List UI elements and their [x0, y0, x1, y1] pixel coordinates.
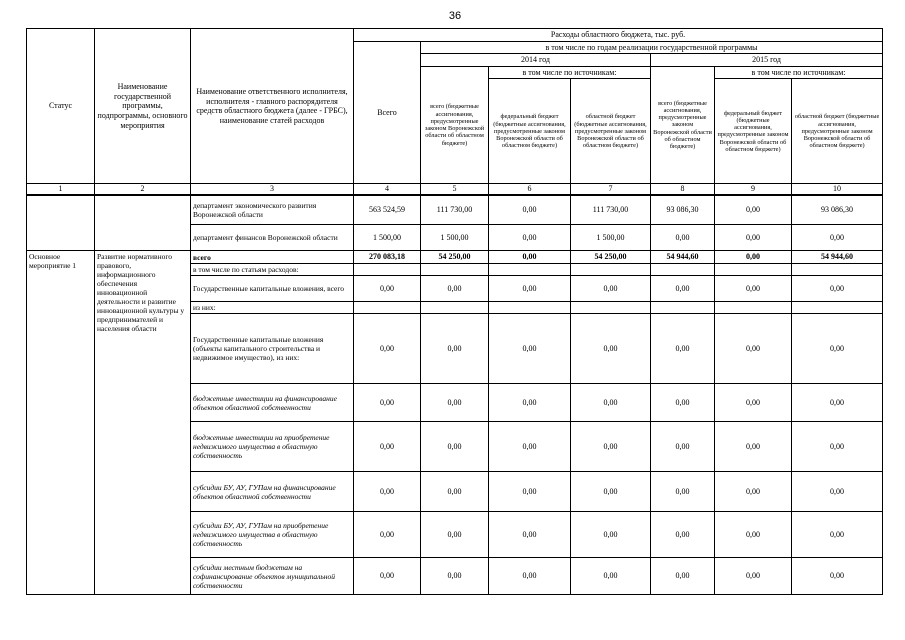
value-cell: 93 086,30	[651, 195, 715, 225]
value-cell: 0,00	[715, 472, 792, 512]
column-number: 3	[191, 184, 354, 195]
value-cell: 0,00	[489, 422, 571, 472]
value-cell: 0,00	[489, 314, 571, 384]
header-federal-2015: федеральный бюджет (бюджетные ассигнования, предусмотренные законом Воронежской области об областном бюджете)	[715, 79, 792, 184]
value-cell: 0,00	[489, 251, 571, 264]
value-cell: 0,00	[489, 512, 571, 558]
value-cell: 0,00	[651, 225, 715, 251]
value-cell: 0,00	[489, 472, 571, 512]
empty-cell	[27, 195, 95, 251]
value-cell: 0,00	[354, 314, 421, 384]
row-name: в том числе по статьям расходов:	[191, 264, 354, 276]
value-cell: 0,00	[571, 276, 651, 302]
value-cell: 0,00	[651, 276, 715, 302]
page-number: 36	[448, 10, 462, 22]
header-all-budget-2014: всего (бюджетные ассигнования, предусмотренные законом Воронежской области об областном бюджете)	[421, 66, 489, 184]
column-number: 7	[571, 184, 651, 195]
row-name: Государственные капитальные вложения (объекты капитального строительства и недвижимое имущество), из них:	[191, 314, 354, 384]
value-cell: 111 730,00	[421, 195, 489, 225]
row-name: субсидии БУ, АУ, ГУПам на финансирование объектов областной собственности	[191, 472, 354, 512]
value-cell: 0,00	[715, 512, 792, 558]
value-cell: 0,00	[489, 384, 571, 422]
column-number: 5	[421, 184, 489, 195]
value-cell: 0,00	[792, 225, 883, 251]
value-cell: 0,00	[421, 384, 489, 422]
column-numbers-row	[27, 184, 883, 195]
empty-cell	[489, 264, 571, 276]
row-name: субсидии БУ, АУ, ГУПам на приобретение недвижимого имущества в областную собственность	[191, 512, 354, 558]
header-federal-2014: федеральный бюджет (бюджетные ассигнования, предусмотренные законом Воронежской области об областном бюджете)	[489, 79, 571, 184]
header-year-2014: 2014 год	[421, 54, 651, 67]
header-by-years: в том числе по годам реализации государственной программы	[421, 41, 883, 54]
value-cell: 0,00	[715, 422, 792, 472]
empty-cell	[792, 264, 883, 276]
value-cell: 0,00	[651, 512, 715, 558]
status-cell: Основное мероприятие 1	[27, 251, 95, 595]
value-cell: 0,00	[792, 314, 883, 384]
column-number: 2	[95, 184, 191, 195]
header-by-sources-2014: в том числе по источникам:	[489, 66, 651, 79]
header-year-2015: 2015 год	[651, 54, 883, 67]
row-name: всего	[191, 251, 354, 264]
table-row	[27, 251, 883, 264]
value-cell: 0,00	[354, 276, 421, 302]
column-number: 4	[354, 184, 421, 195]
budget-table	[26, 28, 883, 595]
empty-cell	[651, 302, 715, 314]
empty-cell	[571, 264, 651, 276]
value-cell: 0,00	[792, 512, 883, 558]
value-cell: 0,00	[489, 558, 571, 595]
value-cell: 0,00	[792, 472, 883, 512]
value-cell: 0,00	[571, 422, 651, 472]
header-regional-2014: областной бюджет (бюджетные ассигнования, предусмотренные законом Воронежской области об областном бюджете)	[571, 79, 651, 184]
value-cell: 0,00	[354, 422, 421, 472]
empty-cell	[354, 264, 421, 276]
empty-cell	[715, 302, 792, 314]
value-cell: 0,00	[715, 276, 792, 302]
value-cell: 0,00	[421, 276, 489, 302]
row-name: субсидии местным бюджетам на софинансирование объектов муниципальной собственности	[191, 558, 354, 595]
column-number: 10	[792, 184, 883, 195]
empty-cell	[715, 264, 792, 276]
value-cell: 0,00	[421, 558, 489, 595]
value-cell: 0,00	[421, 314, 489, 384]
value-cell: 0,00	[571, 472, 651, 512]
table-row	[27, 195, 883, 225]
value-cell: 0,00	[792, 276, 883, 302]
value-cell: 0,00	[354, 558, 421, 595]
value-cell: 0,00	[715, 314, 792, 384]
value-cell: 1 500,00	[571, 225, 651, 251]
program-cell: Развитие нормативного правового, информационного обеспечения инновационной деятельности и развитие инновационной культуры у предпринимателей и населения области	[95, 251, 191, 595]
value-cell: 0,00	[651, 472, 715, 512]
header-by-sources-2015: в том числе по источникам:	[715, 66, 883, 79]
value-cell: 93 086,30	[792, 195, 883, 225]
value-cell: 0,00	[715, 251, 792, 264]
value-cell: 0,00	[354, 384, 421, 422]
value-cell: 54 250,00	[571, 251, 651, 264]
value-cell: 0,00	[715, 558, 792, 595]
value-cell: 0,00	[489, 225, 571, 251]
empty-cell	[354, 302, 421, 314]
header-status: Статус	[27, 29, 95, 184]
header-regional-2015: областной бюджет (бюджетные ассигнования, предусмотренные законом Воронежской области об областном бюджете)	[792, 79, 883, 184]
value-cell: 270 083,18	[354, 251, 421, 264]
value-cell: 0,00	[354, 472, 421, 512]
column-number: 1	[27, 184, 95, 195]
value-cell: 54 944,60	[792, 251, 883, 264]
value-cell: 563 524,59	[354, 195, 421, 225]
value-cell: 1 500,00	[421, 225, 489, 251]
row-name: Государственные капитальные вложения, всего	[191, 276, 354, 302]
empty-cell	[489, 302, 571, 314]
value-cell: 0,00	[651, 384, 715, 422]
header-expenses-title: Расходы областного бюджета, тыс. руб.	[354, 29, 883, 42]
value-cell: 0,00	[792, 558, 883, 595]
value-cell: 0,00	[792, 384, 883, 422]
header-total: Всего	[354, 41, 421, 184]
value-cell: 111 730,00	[571, 195, 651, 225]
value-cell: 0,00	[571, 512, 651, 558]
value-cell: 0,00	[571, 384, 651, 422]
row-name: из них:	[191, 302, 354, 314]
value-cell: 0,00	[715, 195, 792, 225]
value-cell: 0,00	[651, 314, 715, 384]
value-cell: 0,00	[489, 195, 571, 225]
value-cell: 54 250,00	[421, 251, 489, 264]
value-cell: 0,00	[354, 512, 421, 558]
empty-cell	[792, 302, 883, 314]
empty-cell	[95, 195, 191, 251]
empty-cell	[571, 302, 651, 314]
value-cell: 54 944,60	[651, 251, 715, 264]
row-name: бюджетные инвестиции на приобретение недвижимого имущества в областную собственность	[191, 422, 354, 472]
header-program-name: Наименование государственной программы, подпрограммы, основного мероприятия	[95, 29, 191, 184]
value-cell: 0,00	[792, 422, 883, 472]
header-all-budget-2015: всего (бюджетные ассигнования, предусмотренные законом Воронежской области об областном бюджете)	[651, 66, 715, 184]
column-number: 8	[651, 184, 715, 195]
header-executor: Наименование ответственного исполнителя, исполнителя - главного распорядителя средств областного бюджета (далее - ГРБС), наименование статей расходов	[191, 29, 354, 184]
column-number: 9	[715, 184, 792, 195]
value-cell: 0,00	[571, 558, 651, 595]
value-cell: 0,00	[421, 422, 489, 472]
row-name: департамент экономического развития Воронежской области	[191, 195, 354, 225]
value-cell: 1 500,00	[354, 225, 421, 251]
value-cell: 0,00	[489, 276, 571, 302]
row-name: бюджетные инвестиции на финансирование объектов областной собственности	[191, 384, 354, 422]
empty-cell	[421, 302, 489, 314]
column-number: 6	[489, 184, 571, 195]
empty-cell	[421, 264, 489, 276]
empty-cell	[651, 264, 715, 276]
value-cell: 0,00	[715, 384, 792, 422]
value-cell: 0,00	[421, 472, 489, 512]
value-cell: 0,00	[421, 512, 489, 558]
value-cell: 0,00	[571, 314, 651, 384]
value-cell: 0,00	[651, 558, 715, 595]
value-cell: 0,00	[715, 225, 792, 251]
row-name: департамент финансов Воронежской области	[191, 225, 354, 251]
value-cell: 0,00	[651, 422, 715, 472]
